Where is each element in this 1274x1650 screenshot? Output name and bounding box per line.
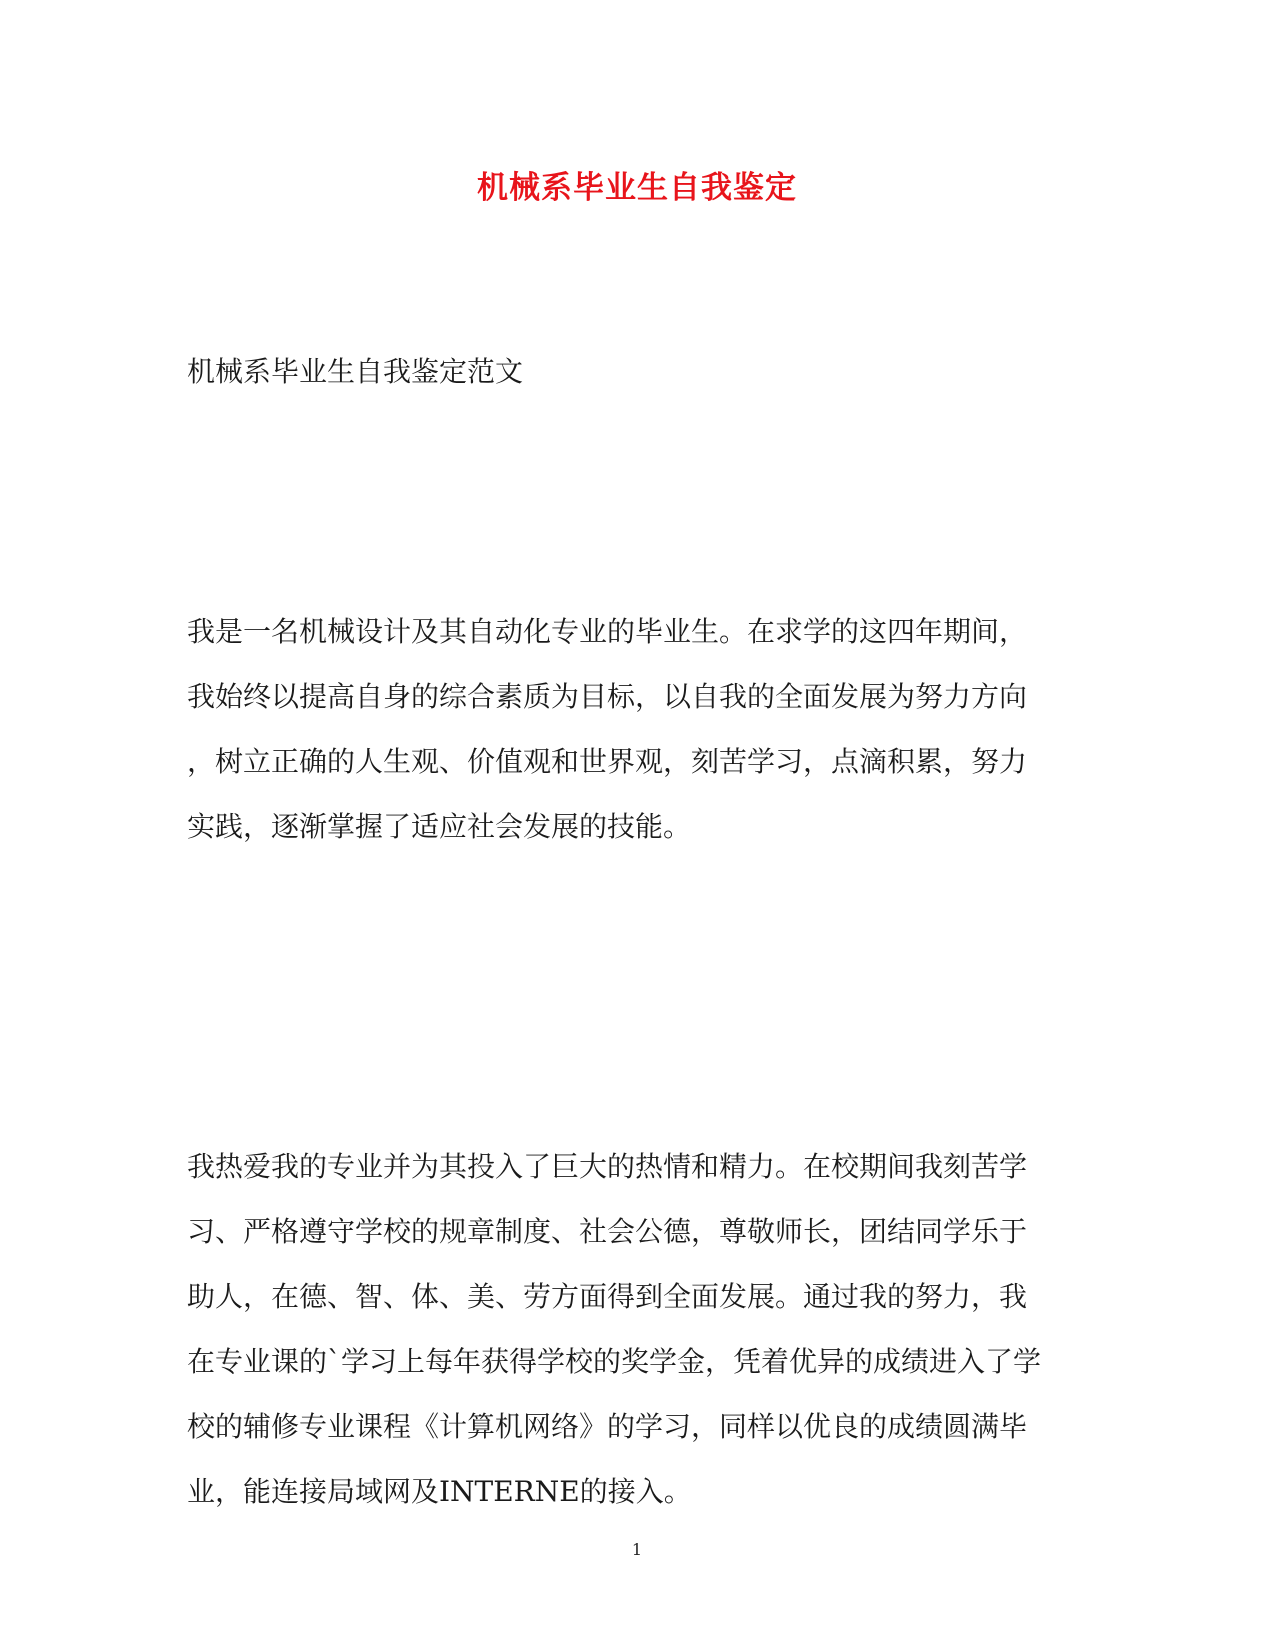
- paragraph-line: 校的辅修专业课程《计算机网络》的学习，同样以优良的成绩圆满毕: [187, 1410, 1028, 1443]
- paragraph-line: 我热爱我的专业并为其投入了巨大的热情和精力。在校期间我刻苦学: [187, 1150, 1028, 1183]
- paragraph-line: 我是一名机械设计及其自动化专业的毕业生。在求学的这四年期间，: [187, 615, 1028, 648]
- paragraph-line: 在专业课的`学习上每年获得学校的奖学金，凭着优异的成绩进入了学: [187, 1345, 1042, 1378]
- paragraph-line: ，树立正确的人生观、价值观和世界观，刻苦学习，点滴积累，努力: [187, 745, 1028, 778]
- paragraph-line: 实践，逐渐掌握了适应社会发展的技能。: [187, 810, 692, 843]
- paragraph-line: 我始终以提高自身的综合素质为目标，以自我的全面发展为努力方向: [187, 680, 1028, 713]
- paragraph-line: 业，能连接局域网及INTERNE的接入。: [187, 1475, 692, 1508]
- document-subtitle: 机械系毕业生自我鉴定范文: [187, 355, 524, 388]
- document-title: 机械系毕业生自我鉴定: [477, 170, 797, 206]
- paragraph-2: [187, 1147, 1087, 1537]
- paragraph-line: 习、严格遵守学校的规章制度、社会公德，尊敬师长，团结同学乐于: [187, 1215, 1028, 1248]
- page-number: 1: [631, 1540, 643, 1559]
- paragraph-1: [187, 612, 1087, 872]
- paragraph-line: 助人，在德、智、体、美、劳方面得到全面发展。通过我的努力，我: [187, 1280, 1028, 1313]
